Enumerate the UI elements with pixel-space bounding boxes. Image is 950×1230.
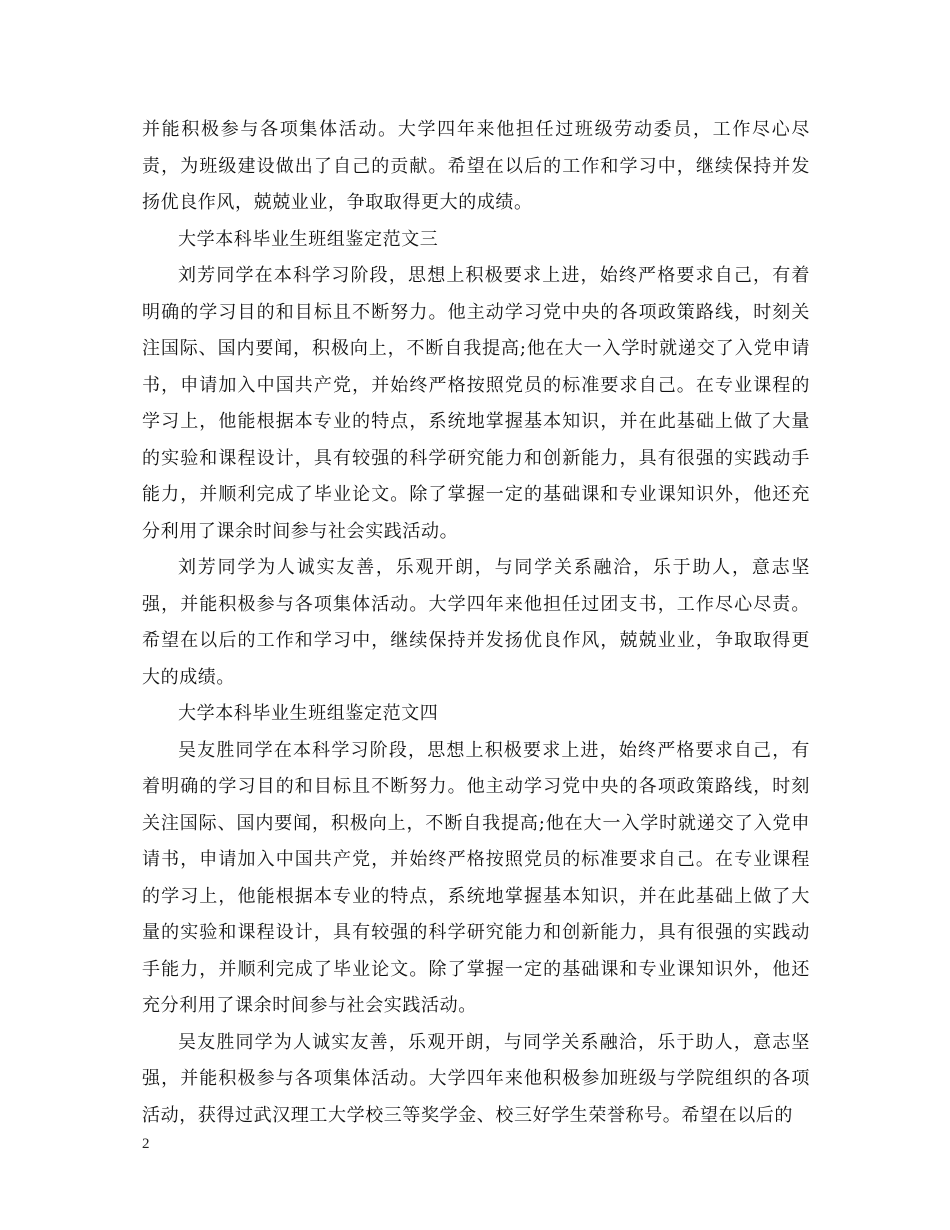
paragraph-liufang-character: 刘芳同学为人诚实友善，乐观开朗，与同学关系融洽，乐于助人，意志坚强，并能积极参与各项集体活动。大学四年来他担任过团支书，工作尽心尽责。希望在以后的工作和学习中，继续保持并发扬优良作风，兢兢业业，争取取得更大的成绩。 xyxy=(142,557,810,688)
page-number: 2 xyxy=(142,1136,150,1152)
paragraph-continuation: 并能积极参与各项集体活动。大学四年来他担任过班级劳动委员，工作尽心尽责，为班级建设做出了自己的贡献。希望在以后的工作和学习中，继续保持并发扬优良作风，兢兢业业，争取取得更大的成绩。 xyxy=(142,119,810,213)
paragraph-wuyousheng-study: 吴友胜同学在本科学习阶段，思想上积极要求上进，始终严格要求自己，有着明确的学习目的和目标且不断努力。他主动学习党中央的各项政策路线，时刻关注国际、国内要闻，积极向上，不断自我提高;他在大一入学时就递交了入党申请书，申请加入中国共产党，并始终严格按照党员的标准要求自己。在专业课程的学习上，他能根据本专业的特点，系统地掌握基本知识，并在此基础上做了大量的实验和课程设计，具有较强的科学研究能力和创新能力，具有很强的实践动手能力，并顺利完成了毕业论文。除了掌握一定的基础课和专业课知识外，他还充分利用了课余时间参与社会实践活动。 xyxy=(142,739,810,1016)
paragraph-wuyousheng-character: 吴友胜同学为人诚实友善，乐观开朗，与同学关系融洽，乐于助人，意志坚强，并能积极参与各项集体活动。大学四年来他积极参加班级与学院组织的各项活动，获得过武汉理工大学校三等奖学金、校三好学生荣誉称号。希望在以后的 xyxy=(142,1031,810,1126)
document-body xyxy=(142,112,810,1134)
paragraph-liufang-study: 刘芳同学在本科学习阶段，思想上积极要求上进，始终严格要求自己，有着明确的学习目的和目标且不断努力。他主动学习党中央的各项政策路线，时刻关注国际、国内要闻，积极向上，不断自我提高;他在大一入学时就递交了入党申请书，申请加入中国共产党，并始终严格按照党员的标准要求自己。在专业课程的学习上，他能根据本专业的特点，系统地掌握基本知识，并在此基础上做了大量的实验和课程设计，具有较强的科学研究能力和创新能力，具有很强的实践动手能力，并顺利完成了毕业论文。除了掌握一定的基础课和专业课知识外，他还充分利用了课余时间参与社会实践活动。 xyxy=(142,265,810,542)
section-heading-3: 大学本科毕业生班组鉴定范文三 xyxy=(178,228,439,250)
section-heading-4: 大学本科毕业生班组鉴定范文四 xyxy=(178,703,439,724)
